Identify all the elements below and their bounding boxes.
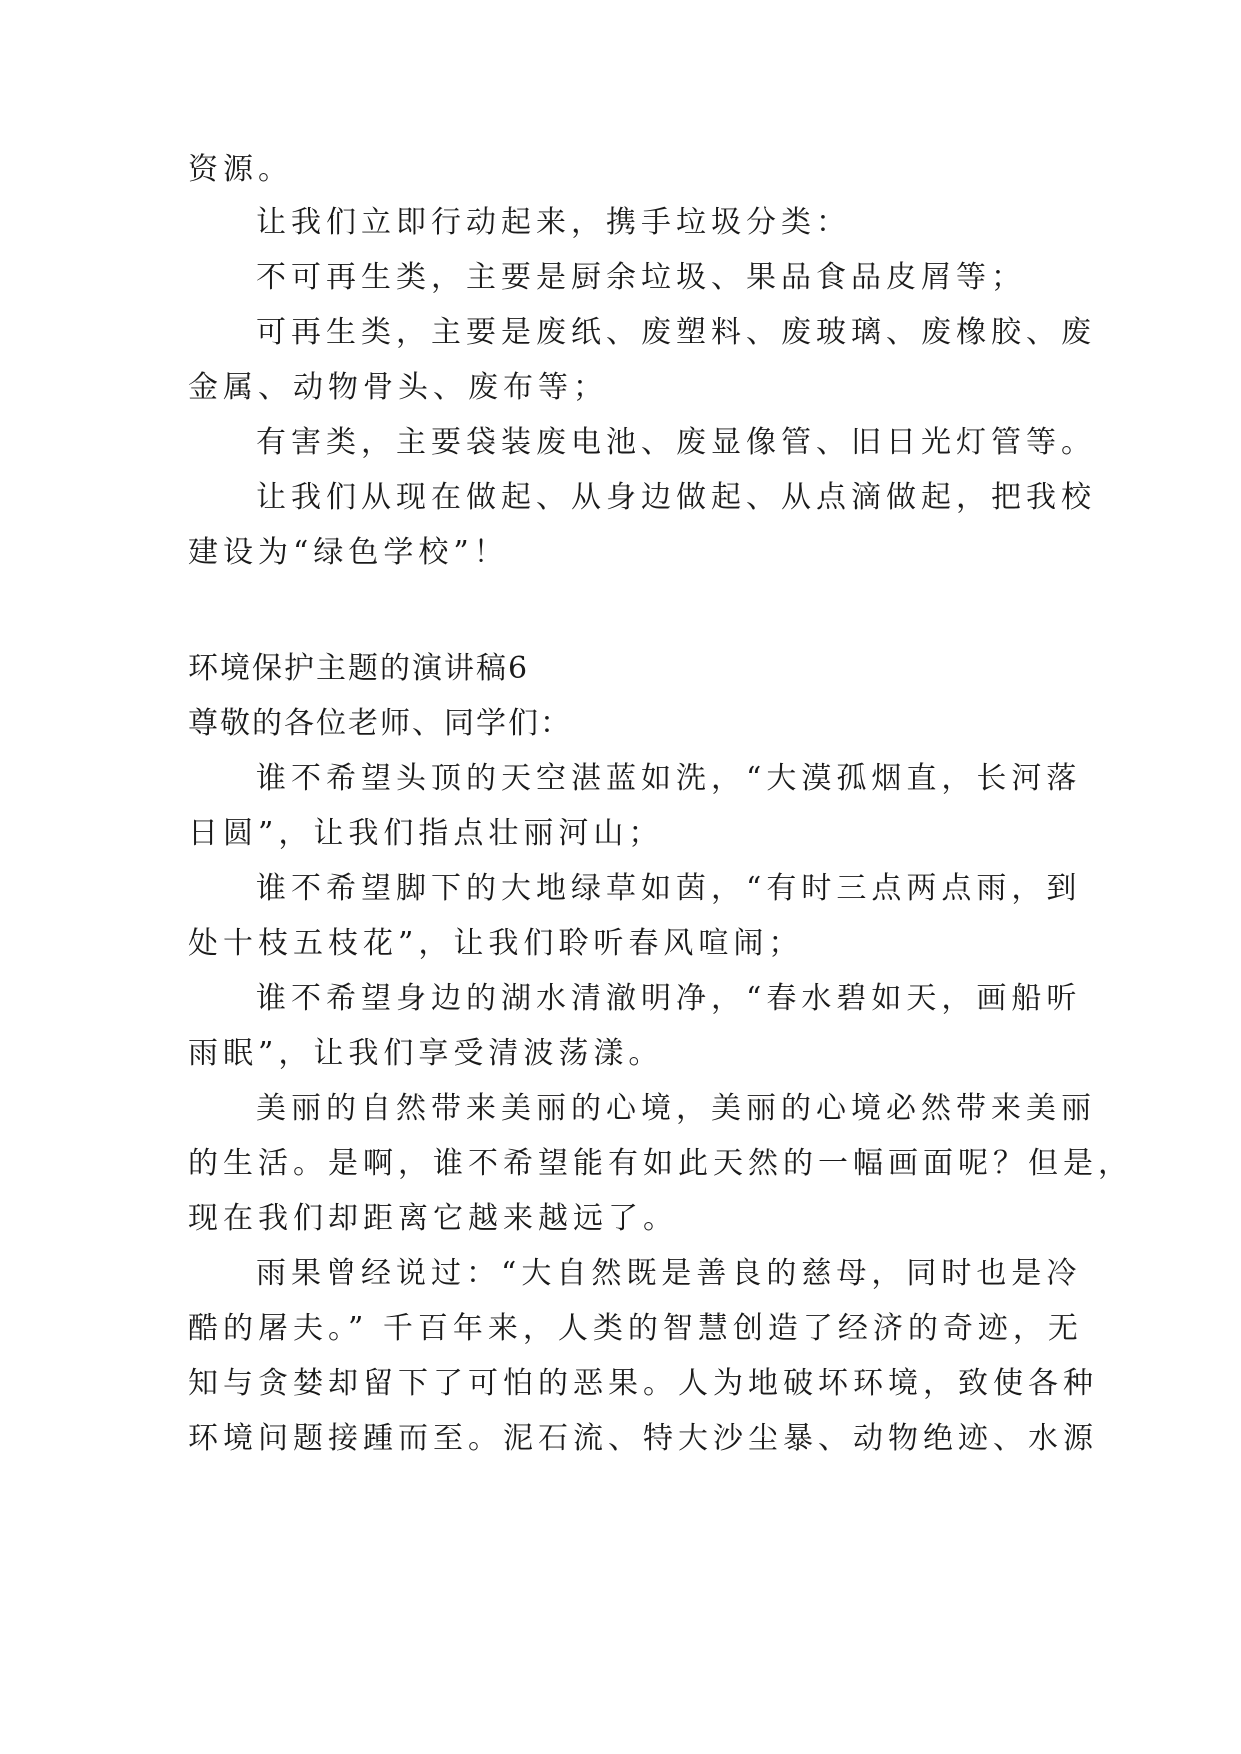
text-line: 不可再生类，主要是厨余垃圾、果品食品皮屑等； <box>256 260 1026 295</box>
text-line: 金属、动物骨头、废布等； <box>188 370 608 405</box>
text-line: 美丽的自然带来美丽的心境，美丽的心境必然带来美丽 <box>256 1091 1096 1126</box>
text-line: 可再生类，主要是废纸、废塑料、废玻璃、废橡胶、废 <box>256 315 1096 350</box>
text-line: 知与贪婪却留下了可怕的恶果。人为地破坏环境，致使各种 <box>188 1366 1098 1401</box>
text-line: 让我们从现在做起、从身边做起、从点滴做起，把我校 <box>256 480 1096 515</box>
text-line: 的生活。是啊，谁不希望能有如此天然的一幅画面呢？但是， <box>188 1146 1133 1181</box>
salutation: 尊敬的各位老师、同学们： <box>188 706 572 741</box>
text-line: 日圆”，让我们指点壮丽河山； <box>188 816 664 851</box>
text-line: 谁不希望头顶的天空湛蓝如洗，“大漠孤烟直，长河落 <box>256 761 1082 796</box>
text-line: 酷的屠夫。” 千百年来，人类的智慧创造了经济的奇迹，无 <box>188 1311 1083 1346</box>
text-line: 让我们立即行动起来，携手垃圾分类： <box>256 205 851 240</box>
text-line: 处十枝五枝花”，让我们聆听春风喧闹； <box>188 926 804 961</box>
text-line: 现在我们却距离它越来越远了。 <box>188 1201 678 1236</box>
text-line: 有害类，主要袋装废电池、废显像管、旧日光灯管等。 <box>256 425 1096 460</box>
section-title: 环境保护主题的演讲稿6 <box>188 651 530 686</box>
text-line: 雨果曾经说过：“大自然既是善良的慈母，同时也是冷 <box>256 1256 1082 1291</box>
text-line: 环境问题接踵而至。泥石流、特大沙尘暴、动物绝迹、水源 <box>188 1421 1098 1456</box>
text-line: 谁不希望脚下的大地绿草如茵，“有时三点两点雨，到 <box>256 871 1082 906</box>
text-line: 谁不希望身边的湖水清澈明净，“春水碧如天，画船听 <box>256 981 1082 1016</box>
text-line: 雨眠”，让我们享受清波荡漾。 <box>188 1036 664 1071</box>
text-line: 资源。 <box>188 152 293 187</box>
text-line: 建设为“绿色学校”！ <box>188 535 509 570</box>
